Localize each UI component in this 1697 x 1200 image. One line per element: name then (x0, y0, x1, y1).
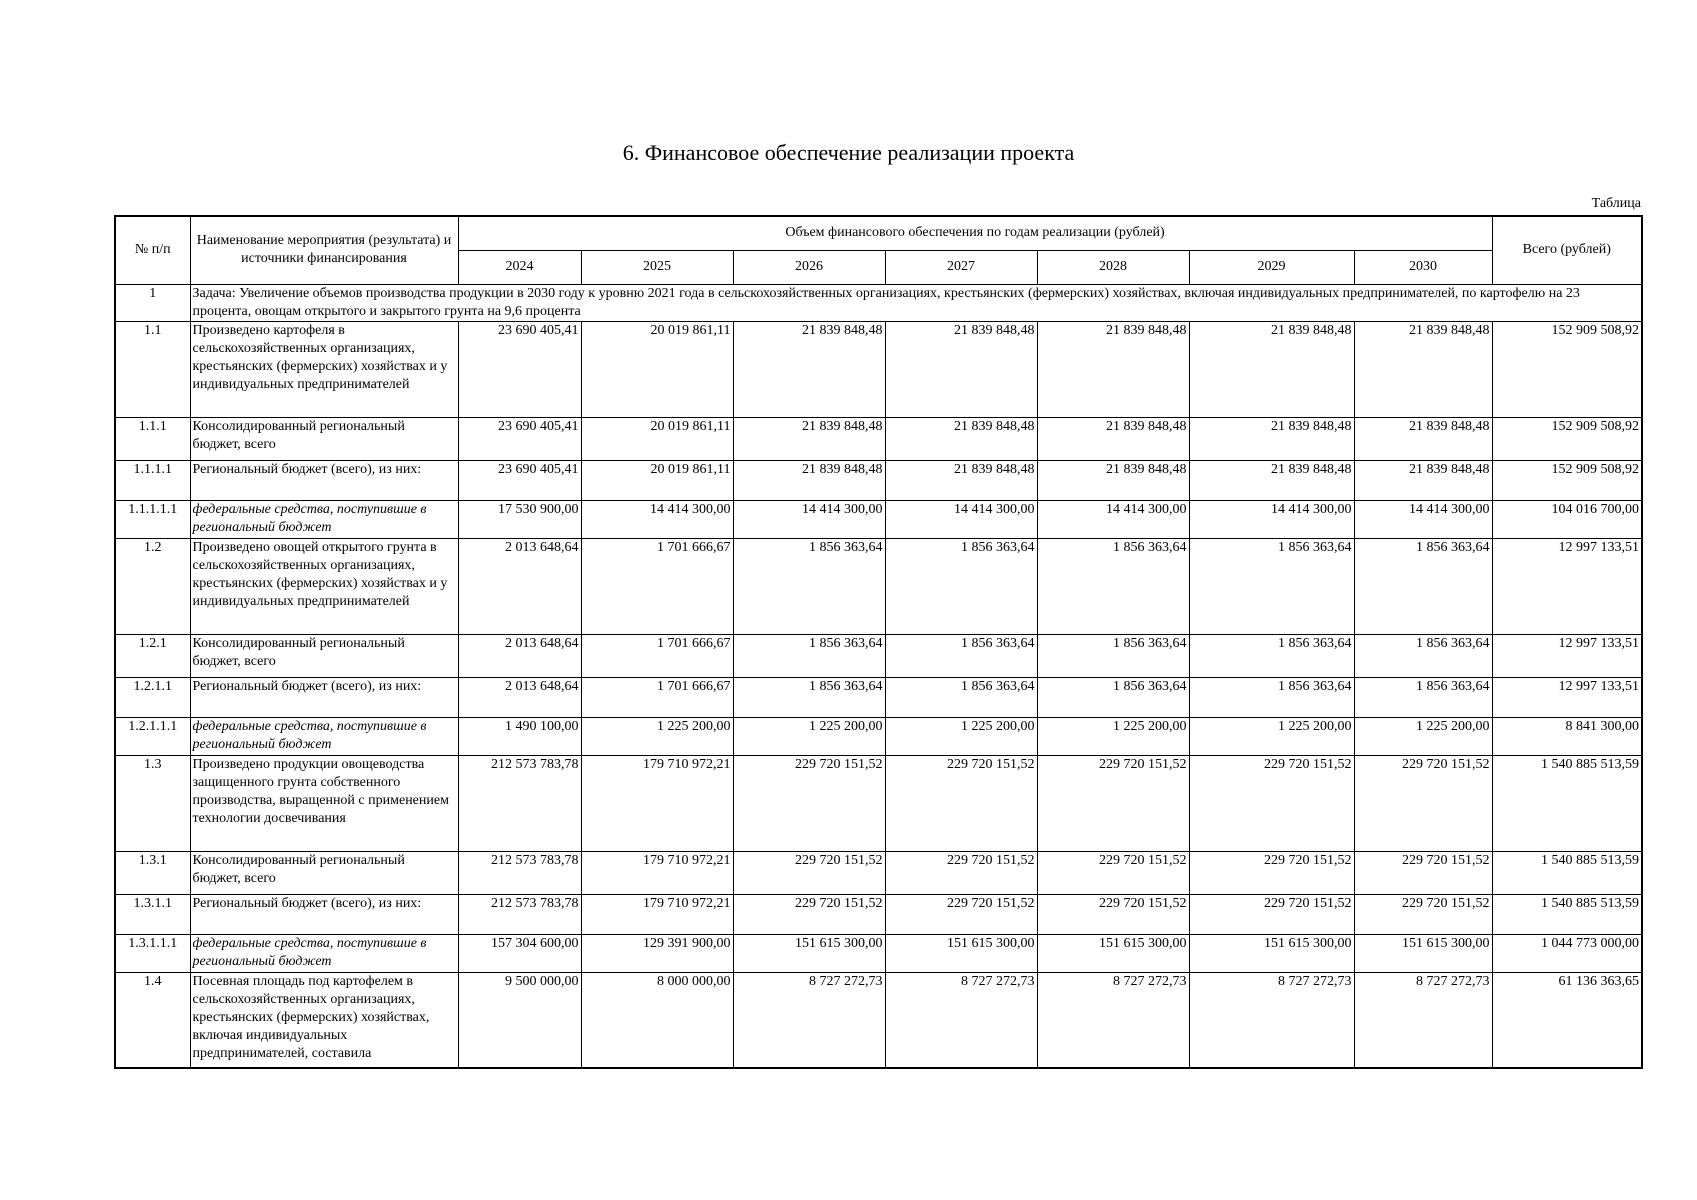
row-value: 229 720 151,52 (1037, 755, 1189, 851)
header-year: 2025 (581, 250, 733, 284)
row-value: 1 856 363,64 (1354, 634, 1492, 677)
financing-table (114, 215, 1643, 1069)
table-row (115, 460, 1642, 500)
row-value: 151 615 300,00 (885, 934, 1037, 972)
row-value: 14 414 300,00 (581, 500, 733, 538)
row-num: 1.1.1.1.1 (115, 500, 190, 538)
row-value: 21 839 848,48 (733, 417, 885, 460)
row-value: 23 690 405,41 (458, 460, 581, 500)
table-row (115, 934, 1642, 972)
row-value: 14 414 300,00 (885, 500, 1037, 538)
row-value: 229 720 151,52 (1189, 755, 1354, 851)
row-value: 8 000 000,00 (581, 972, 733, 1068)
row-value: 157 304 600,00 (458, 934, 581, 972)
row-total: 152 909 508,92 (1492, 460, 1642, 500)
header-year: 2030 (1354, 250, 1492, 284)
row-total: 152 909 508,92 (1492, 321, 1642, 417)
table-row (115, 538, 1642, 634)
row-total: 1 540 885 513,59 (1492, 851, 1642, 894)
row-value: 1 490 100,00 (458, 717, 581, 755)
task-text: Задача: Увеличение объемов производства продукции в 2030 году к уровню 2021 года в сельскохозяйственных организациях, крестьянских (фермерских) хозяйствах, включая индивидуальных предпринимателей, по картофелю на 23 процента, овощам открытого и закрытого грунта на 9,6 процента (190, 284, 1642, 321)
row-value: 21 839 848,48 (1354, 417, 1492, 460)
row-value: 1 856 363,64 (1037, 677, 1189, 717)
row-value: 229 720 151,52 (1189, 851, 1354, 894)
row-value: 1 701 666,67 (581, 634, 733, 677)
row-num: 1.3.1 (115, 851, 190, 894)
row-value: 1 856 363,64 (733, 634, 885, 677)
row-value: 14 414 300,00 (1037, 500, 1189, 538)
row-value: 21 839 848,48 (1037, 460, 1189, 500)
row-num: 1.2 (115, 538, 190, 634)
row-value: 1 856 363,64 (885, 634, 1037, 677)
table-row (115, 972, 1642, 1068)
row-value: 2 013 648,64 (458, 677, 581, 717)
row-name: федеральные средства, поступившие в региональный бюджет (190, 934, 458, 972)
row-value: 20 019 861,11 (581, 460, 733, 500)
row-value: 1 225 200,00 (733, 717, 885, 755)
row-value: 21 839 848,48 (1189, 460, 1354, 500)
row-value: 1 701 666,67 (581, 677, 733, 717)
row-value: 1 856 363,64 (1354, 677, 1492, 717)
row-value: 9 500 000,00 (458, 972, 581, 1068)
row-value: 1 856 363,64 (1189, 538, 1354, 634)
row-value: 21 839 848,48 (885, 321, 1037, 417)
header-year: 2027 (885, 250, 1037, 284)
row-num: 1.4 (115, 972, 190, 1068)
row-value: 229 720 151,52 (885, 755, 1037, 851)
header-year: 2028 (1037, 250, 1189, 284)
row-value: 229 720 151,52 (733, 851, 885, 894)
table-row (115, 894, 1642, 934)
row-name: Произведено продукции овощеводства защищенного грунта собственного производства, выращенной с применением технологии досвечивания (190, 755, 458, 851)
header-volume: Объем финансового обеспечения по годам реализации (рублей) (458, 216, 1492, 250)
table-caption: Таблица (1591, 196, 1641, 211)
row-value: 212 573 783,78 (458, 894, 581, 934)
table-row (115, 755, 1642, 851)
row-value: 179 710 972,21 (581, 755, 733, 851)
row-value: 20 019 861,11 (581, 417, 733, 460)
row-num: 1.2.1 (115, 634, 190, 677)
table-row (115, 677, 1642, 717)
row-name: Произведено картофеля в сельскохозяйственных организациях, крестьянских (фермерских) хозяйствах и у индивидуальных предпринимателей (190, 321, 458, 417)
row-value: 8 727 272,73 (1189, 972, 1354, 1068)
header-year: 2024 (458, 250, 581, 284)
table-row (115, 500, 1642, 538)
row-value: 8 727 272,73 (885, 972, 1037, 1068)
row-value: 21 839 848,48 (1354, 321, 1492, 417)
row-value: 17 530 900,00 (458, 500, 581, 538)
document-title: 6. Финансовое обеспечение реализации проекта (622, 140, 1075, 165)
table-row (115, 717, 1642, 755)
row-value: 1 856 363,64 (1037, 634, 1189, 677)
table-row (115, 851, 1642, 894)
row-num: 1.1.1.1 (115, 460, 190, 500)
row-name: Консолидированный региональный бюджет, всего (190, 417, 458, 460)
row-value: 20 019 861,11 (581, 321, 733, 417)
row-value: 229 720 151,52 (1037, 894, 1189, 934)
row-value: 21 839 848,48 (733, 321, 885, 417)
row-value: 1 856 363,64 (885, 538, 1037, 634)
row-value: 21 839 848,48 (1189, 417, 1354, 460)
row-value: 179 710 972,21 (581, 894, 733, 934)
row-num: 1.2.1.1.1 (115, 717, 190, 755)
row-value: 229 720 151,52 (733, 894, 885, 934)
row-value: 1 856 363,64 (733, 677, 885, 717)
row-value: 21 839 848,48 (1037, 321, 1189, 417)
row-value: 229 720 151,52 (1189, 894, 1354, 934)
row-total: 61 136 363,65 (1492, 972, 1642, 1068)
row-name: Региональный бюджет (всего), из них: (190, 677, 458, 717)
header-num: № п/п (115, 216, 190, 284)
row-total: 104 016 700,00 (1492, 500, 1642, 538)
row-num: 1.1.1 (115, 417, 190, 460)
row-value: 229 720 151,52 (1354, 755, 1492, 851)
row-total: 1 540 885 513,59 (1492, 894, 1642, 934)
row-value: 2 013 648,64 (458, 634, 581, 677)
task-num: 1 (115, 284, 190, 321)
table-row (115, 634, 1642, 677)
row-total: 8 841 300,00 (1492, 717, 1642, 755)
row-name: федеральные средства, поступившие в региональный бюджет (190, 717, 458, 755)
task-row (115, 284, 1642, 321)
row-value: 229 720 151,52 (885, 851, 1037, 894)
row-name: Консолидированный региональный бюджет, всего (190, 851, 458, 894)
row-value: 129 391 900,00 (581, 934, 733, 972)
table-row (115, 321, 1642, 417)
row-value: 212 573 783,78 (458, 755, 581, 851)
row-value: 1 225 200,00 (581, 717, 733, 755)
row-value: 1 225 200,00 (885, 717, 1037, 755)
row-value: 1 856 363,64 (1037, 538, 1189, 634)
row-total: 12 997 133,51 (1492, 634, 1642, 677)
row-value: 14 414 300,00 (1189, 500, 1354, 538)
row-value: 2 013 648,64 (458, 538, 581, 634)
row-value: 229 720 151,52 (885, 894, 1037, 934)
header-year: 2029 (1189, 250, 1354, 284)
row-value: 1 856 363,64 (1354, 538, 1492, 634)
row-value: 8 727 272,73 (733, 972, 885, 1068)
row-value: 1 856 363,64 (1189, 634, 1354, 677)
row-value: 229 720 151,52 (733, 755, 885, 851)
row-value: 1 225 200,00 (1037, 717, 1189, 755)
row-value: 21 839 848,48 (885, 417, 1037, 460)
row-value: 1 701 666,67 (581, 538, 733, 634)
row-name: Региональный бюджет (всего), из них: (190, 894, 458, 934)
row-value: 1 225 200,00 (1189, 717, 1354, 755)
row-value: 1 225 200,00 (1354, 717, 1492, 755)
row-total: 1 540 885 513,59 (1492, 755, 1642, 851)
row-name: Произведено овощей открытого грунта в сельскохозяйственных организациях, крестьянских (фермерских) хозяйствах и у индивидуальных предпринимателей (190, 538, 458, 634)
row-value: 151 615 300,00 (1354, 934, 1492, 972)
row-value: 1 856 363,64 (885, 677, 1037, 717)
row-value: 1 856 363,64 (1189, 677, 1354, 717)
row-value: 23 690 405,41 (458, 417, 581, 460)
row-value: 21 839 848,48 (733, 460, 885, 500)
row-value: 229 720 151,52 (1037, 851, 1189, 894)
row-total: 12 997 133,51 (1492, 538, 1642, 634)
row-total: 1 044 773 000,00 (1492, 934, 1642, 972)
row-value: 21 839 848,48 (1037, 417, 1189, 460)
row-name: Консолидированный региональный бюджет, всего (190, 634, 458, 677)
row-value: 229 720 151,52 (1354, 894, 1492, 934)
row-value: 14 414 300,00 (733, 500, 885, 538)
row-value: 8 727 272,73 (1354, 972, 1492, 1068)
row-value: 23 690 405,41 (458, 321, 581, 417)
row-total: 152 909 508,92 (1492, 417, 1642, 460)
row-value: 151 615 300,00 (1037, 934, 1189, 972)
table-row (115, 417, 1642, 460)
header-year: 2026 (733, 250, 885, 284)
row-value: 151 615 300,00 (733, 934, 885, 972)
row-value: 179 710 972,21 (581, 851, 733, 894)
row-num: 1.1 (115, 321, 190, 417)
row-value: 8 727 272,73 (1037, 972, 1189, 1068)
row-num: 1.2.1.1 (115, 677, 190, 717)
row-name: Региональный бюджет (всего), из них: (190, 460, 458, 500)
row-value: 1 856 363,64 (733, 538, 885, 634)
row-num: 1.3 (115, 755, 190, 851)
row-num: 1.3.1.1.1 (115, 934, 190, 972)
row-num: 1.3.1.1 (115, 894, 190, 934)
row-total: 12 997 133,51 (1492, 677, 1642, 717)
row-value: 151 615 300,00 (1189, 934, 1354, 972)
header-name: Наименование мероприятия (результата) и источники финансирования (190, 216, 458, 284)
row-value: 21 839 848,48 (1354, 460, 1492, 500)
row-name: федеральные средства, поступившие в региональный бюджет (190, 500, 458, 538)
row-name: Посевная площадь под картофелем в сельскохозяйственных организациях, крестьянских (фермерских) хозяйствах, включая индивидуальных предпринимателей, составила (190, 972, 458, 1068)
row-value: 21 839 848,48 (885, 460, 1037, 500)
row-value: 229 720 151,52 (1354, 851, 1492, 894)
row-value: 21 839 848,48 (1189, 321, 1354, 417)
header-total: Всего (рублей) (1492, 216, 1642, 284)
row-value: 14 414 300,00 (1354, 500, 1492, 538)
row-value: 212 573 783,78 (458, 851, 581, 894)
